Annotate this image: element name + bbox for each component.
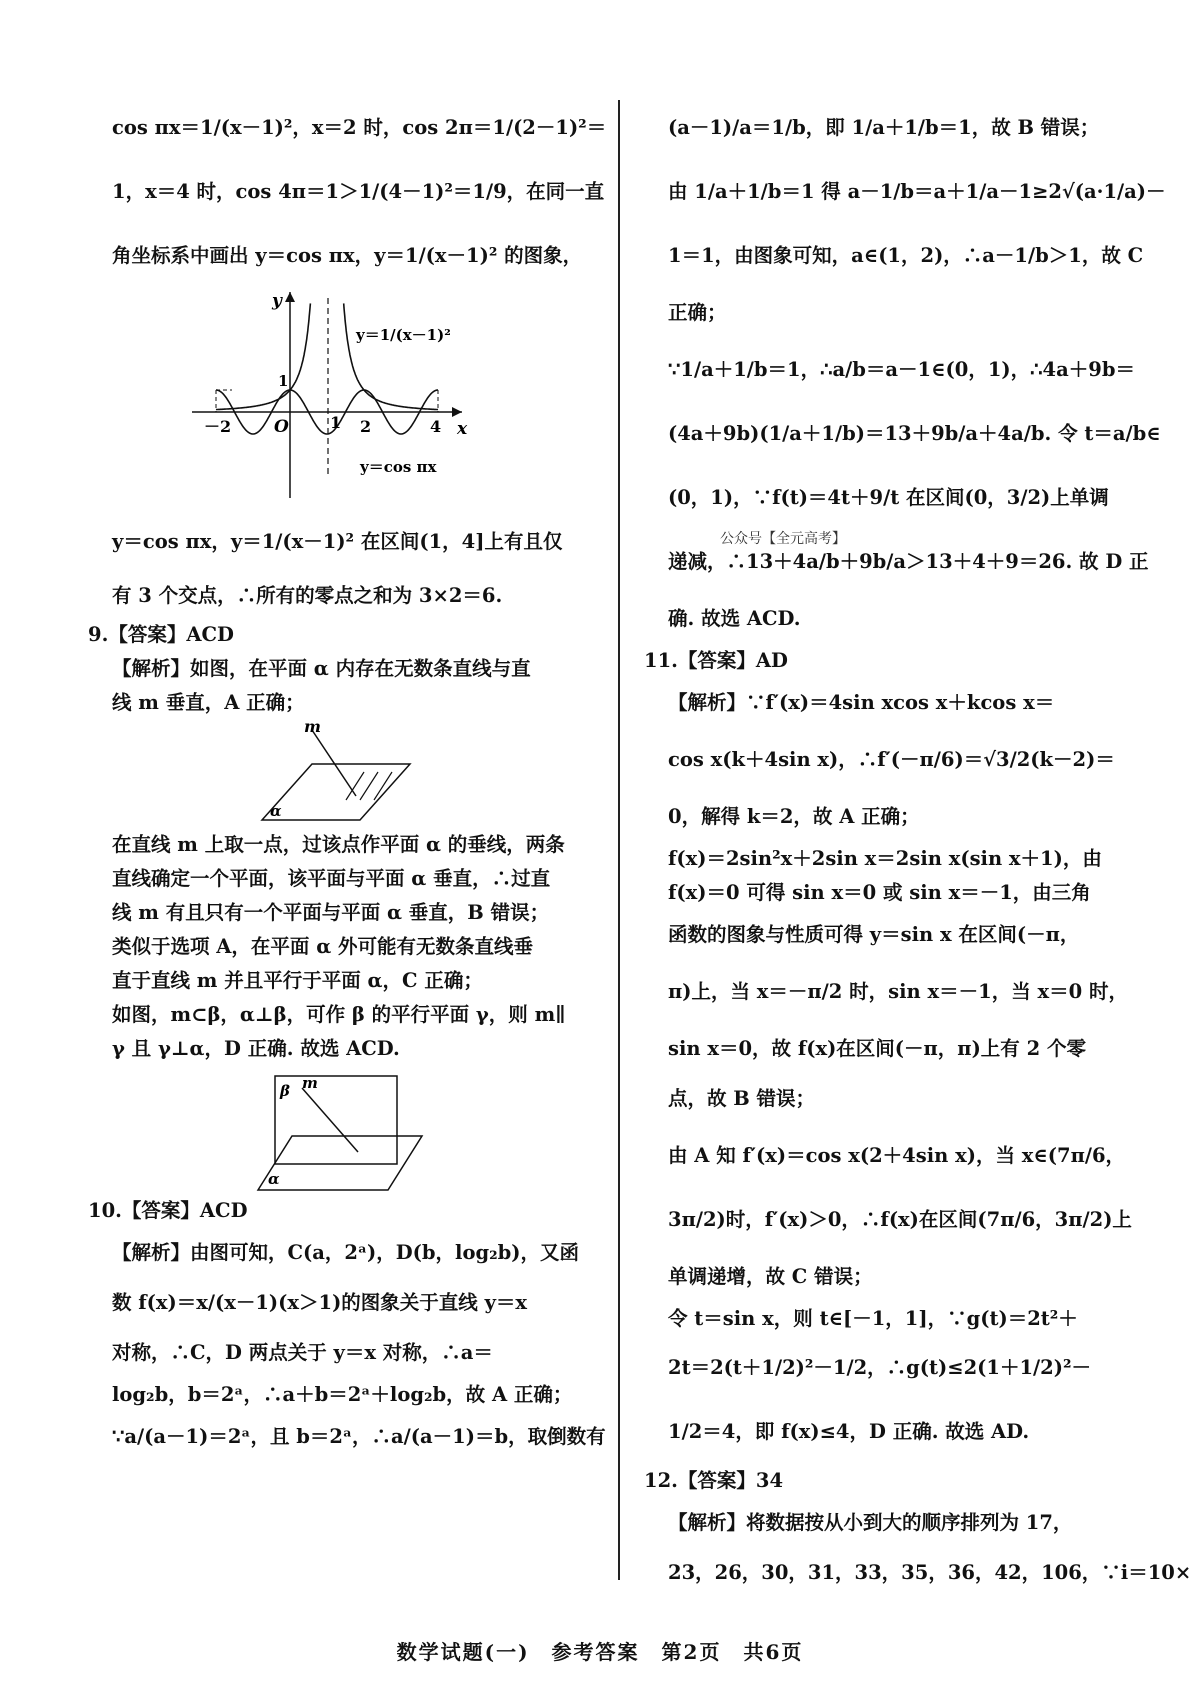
text-line: (4a＋9b)(1/a＋1/b)＝13＋9b/a＋4a/b. 令 t＝a/b∈ (668, 422, 1161, 445)
text-line: 对称，∴C，D 两点关于 y＝x 对称，∴a＝ (112, 1341, 493, 1364)
origin-label: O (274, 417, 289, 437)
y-axis-label: y (272, 291, 282, 311)
text-line: 线 m 垂直，A 正确； (112, 691, 305, 714)
text-line: sin x＝0，故 f(x)在区间(－π，π)上有 2 个零 (668, 1037, 1086, 1060)
text-line: 由 1/a＋1/b＝1 得 a－1/b＝a＋1/a－1≥2√(a·1/a)－ (668, 180, 1166, 203)
answer-heading: 12.【答案】34 (644, 1469, 784, 1492)
text-line: f(x)＝0 可得 sin x＝0 或 sin x＝－1，由三角 (668, 881, 1091, 904)
text-line: 1/2＝4，即 f(x)≤4，D 正确. 故选 AD. (668, 1420, 1030, 1443)
text-line: cos x(k＋4sin x)，∴f′(－π/6)＝√3/2(k－2)＝ (668, 748, 1115, 771)
text-line: 0，解得 k＝2，故 A 正确； (668, 805, 920, 828)
tick-neg2: －2 (204, 417, 232, 436)
text-line: 如图，m⊂β，α⊥β，可作 β 的平行平面 γ，则 m∥ (112, 1003, 566, 1026)
text-line: 1＝1，由图象可知，a∈(1，2)，∴a－1/b＞1，故 C (668, 244, 1144, 267)
line-m-label: m (304, 720, 321, 736)
text-line: 【解析】将数据按从小到大的顺序排列为 17， (668, 1511, 1073, 1534)
text-line: (a－1)/a＝1/b，即 1/a＋1/b＝1，故 B 错误； (668, 116, 1100, 139)
text-line: 【解析】由图可知，C(a，2ᵃ)，D(b，log₂b)，又函 (112, 1241, 579, 1264)
plane-diagram-2 (112, 1066, 604, 1194)
text-line: 直线确定一个平面，该平面与平面 α 垂直，∴过直 (112, 867, 551, 890)
left-column (88, 96, 607, 1462)
text-line: 【解析】如图，在平面 α 内存在无数条直线与直 (112, 657, 531, 680)
text-line: 2t＝2(t＋1/2)²－1/2，∴g(t)≤2(1＋1/2)²－ (668, 1356, 1091, 1379)
text-line: ∵a/(a－1)＝2ᵃ，且 b＝2ᵃ，∴a/(a－1)＝b，取倒数有 (112, 1425, 606, 1448)
tick-4: 4 (430, 417, 442, 436)
text-line: 有 3 个交点，∴所有的零点之和为 3×2＝6. (112, 584, 503, 607)
right-column (644, 96, 1192, 1598)
text-line: 3π/2)时，f′(x)＞0，∴f(x)在区间(7π/6，3π/2)上 (668, 1208, 1132, 1231)
y-tick-1: 1 (278, 372, 289, 390)
plane-alpha-label: α (268, 1170, 280, 1188)
tick-2: 2 (360, 417, 372, 436)
text-line: y＝cos πx，y＝1/(x－1)² 在区间(1，4]上有且仅 (112, 530, 563, 553)
plane-figure-2 (112, 1066, 604, 1194)
plane-alpha-label: α (270, 802, 282, 820)
watermark: 公众号【全元高考】 (720, 531, 846, 547)
text-line: π)上，当 x＝－π/2 时，sin x＝－1，当 x＝0 时， (668, 980, 1128, 1003)
text-line: 【解析】∵f′(x)＝4sin xcos x＋kcos x＝ (668, 691, 1055, 714)
text-line: 直于直线 m 并且平行于平面 α，C 正确； (112, 969, 483, 992)
text-line: 函数的图象与性质可得 y＝sin x 在区间(－π， (668, 923, 1080, 946)
text-line: 数 f(x)＝x/(x－1)(x＞1)的图象关于直线 y＝x (112, 1291, 528, 1314)
curve-label-cos: y＝cos πx (360, 458, 437, 476)
text-line: 1，x＝4 时，cos 4π＝1＞1/(4－1)²＝1/9，在同一直 (112, 180, 605, 203)
text-line: 单调递增，故 C 错误； (668, 1265, 873, 1288)
text-line: 递减，∴13＋4a/b＋9b/a＞13＋4＋9＝26. 故 D 正 (668, 550, 1149, 573)
text-line: 正确； (668, 301, 727, 324)
column-divider (618, 100, 620, 1580)
text-line: 令 t＝sin x，则 t∈[－1，1]，∵g(t)＝2t²＋ (668, 1307, 1078, 1330)
plane-diagram-1 (112, 720, 604, 828)
plane-figure-1 (112, 720, 604, 828)
tick-1: 1 (330, 413, 342, 432)
text-line: 点，故 B 错误； (668, 1087, 816, 1110)
text-line: 由 A 知 f′(x)＝cos x(2＋4sin x)，当 x∈(7π/6， (668, 1144, 1126, 1167)
plane-beta-label: β (280, 1082, 290, 1100)
curve-label-inverse: y＝1/(x－1)² (356, 326, 451, 344)
answer-heading: 9.【答案】ACD (88, 623, 234, 646)
page-footer: 数学试题(一) 参考答案 第2页 共6页 (396, 1640, 804, 1664)
x-axis-label: x (457, 419, 468, 439)
function-graph (112, 288, 604, 510)
text-line: 角坐标系中画出 y＝cos πx，y＝1/(x－1)² 的图象， (112, 244, 583, 267)
text-line: cos πx＝1/(x－1)²，x＝2 时，cos 2π＝1/(2－1)²＝ (112, 116, 607, 139)
text-line: ∵1/a＋1/b＝1，∴a/b＝a－1∈(0，1)，∴4a＋9b＝ (668, 358, 1135, 381)
text-line: 在直线 m 上取一点，过该点作平面 α 的垂线，两条 (112, 833, 565, 856)
text-line: (0，1)，∵f(t)＝4t＋9/t 在区间(0，3/2)上单调 (668, 486, 1109, 509)
text-line: 23，26，30，31，33，35，36，42，106，∵i＝10× (668, 1561, 1192, 1584)
text-line: 确. 故选 ACD. (668, 607, 801, 630)
answer-heading: 11.【答案】AD (644, 649, 788, 672)
function-graph-figure (112, 288, 604, 510)
text-line: 类似于选项 A，在平面 α 外可能有无数条直线垂 (112, 935, 534, 958)
line-m-label: m (302, 1074, 318, 1092)
text-line: 线 m 有且只有一个平面与平面 α 垂直，B 错误； (112, 901, 550, 924)
text-line: log₂b，b＝2ᵃ，∴a＋b＝2ᵃ＋log₂b，故 A 正确； (112, 1383, 573, 1406)
answer-heading: 10.【答案】ACD (88, 1199, 248, 1222)
text-line: f(x)＝2sin²x＋2sin x＝2sin x(sin x＋1)，由 (668, 847, 1102, 870)
text-line: γ 且 γ⊥α，D 正确. 故选 ACD. (112, 1037, 400, 1060)
